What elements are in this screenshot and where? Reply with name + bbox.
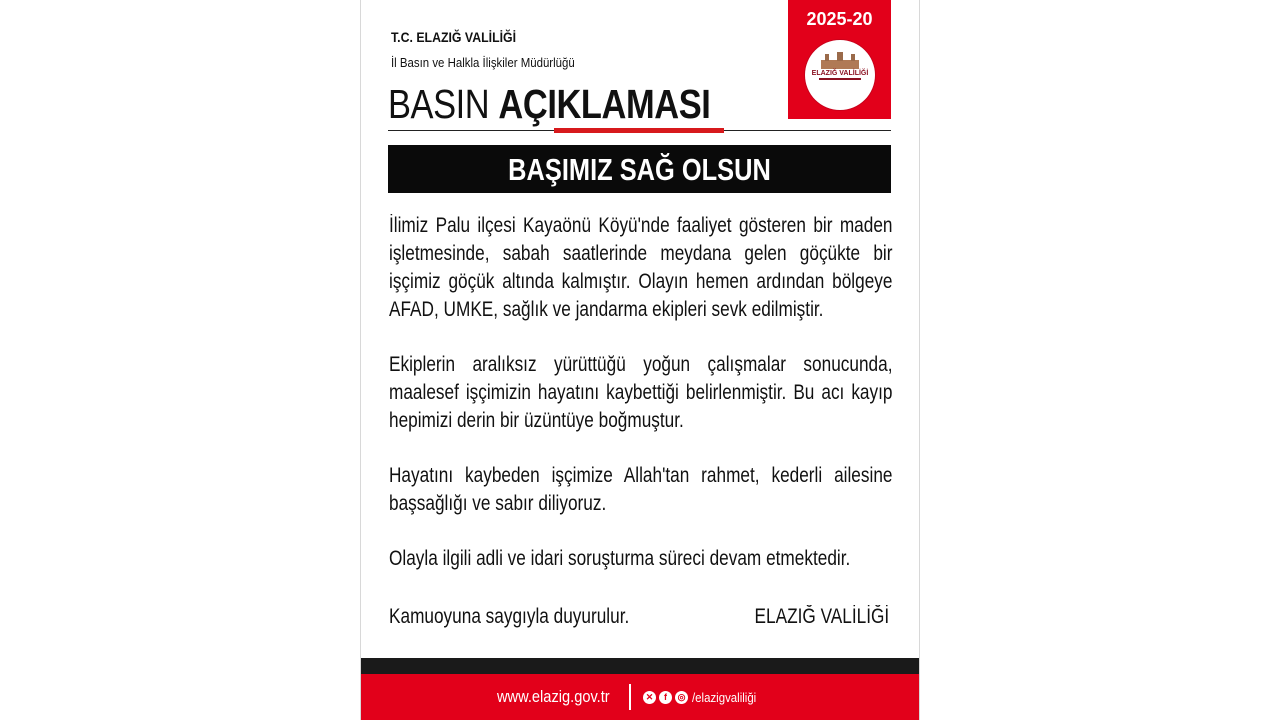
release-number: 2025-20 — [806, 9, 873, 29]
paragraph: Ekiplerin aralıksız yürüttüğü yoğun çalışmalar sonucunda, maalesef işçimizin hayatını kaybettiği belirlenmiştir. Bu acı kayıp hepimizi derin bir üzüntüye boğmuştur. — [389, 353, 893, 432]
signature: ELAZIĞ VALİLİĞİ — [754, 605, 889, 628]
headline: BAŞIMIZ SAĞ OLSUN — [508, 152, 771, 187]
title-light: BASIN — [388, 81, 490, 127]
footer — [361, 674, 919, 720]
website-link[interactable]: www.elazig.gov.tr — [497, 687, 610, 706]
paragraph: İlimiz Palu ilçesi Kayaönü Köyü'nde faaliyet gösteren bir maden işletmesinde, sabah saatlerinde meydana gelen göçükte bir işçimiz göçük altında kalmıştır. Olayın hemen ardından bölgeye AFAD, UMKE, sağlık ve jandarma ekipleri sevk edilmiştir. — [389, 214, 893, 321]
social-handle[interactable]: /elazigvaliliği — [692, 689, 757, 705]
seal-text: ELAZIĞ VALİLİĞİ — [811, 70, 869, 77]
release-number-badge — [788, 0, 891, 119]
header-divider-accent — [554, 128, 724, 133]
footer-dark-strip — [361, 658, 919, 674]
paragraph: Olayla ilgili adli ve idari soruşturma süreci devam etmektedir. — [389, 547, 851, 570]
release-body — [389, 212, 893, 600]
facebook-icon[interactable]: f — [659, 691, 672, 704]
governorship-seal — [807, 42, 873, 108]
title-bold: AÇIKLAMASI — [498, 81, 711, 127]
headline-banner — [388, 145, 891, 193]
government-name: T.C. ELAZIĞ VALİLİĞİ — [391, 29, 517, 45]
closing-line: Kamuoyuna saygıyla duyurulur. — [389, 605, 630, 628]
social-links — [643, 690, 765, 704]
instagram-icon[interactable]: ◎ — [675, 691, 688, 704]
paragraph: Hayatını kaybeden işçimize Allah'tan rahmet, kederli ailesine başsağlığı ve sabır diliyoruz. — [389, 464, 893, 515]
document-title — [388, 81, 710, 127]
press-release-page — [361, 0, 919, 720]
x-icon[interactable]: ✕ — [643, 691, 656, 704]
department-name: İl Basın ve Halkla İlişkiler Müdürlüğü — [391, 55, 575, 70]
footer-separator — [629, 684, 631, 710]
